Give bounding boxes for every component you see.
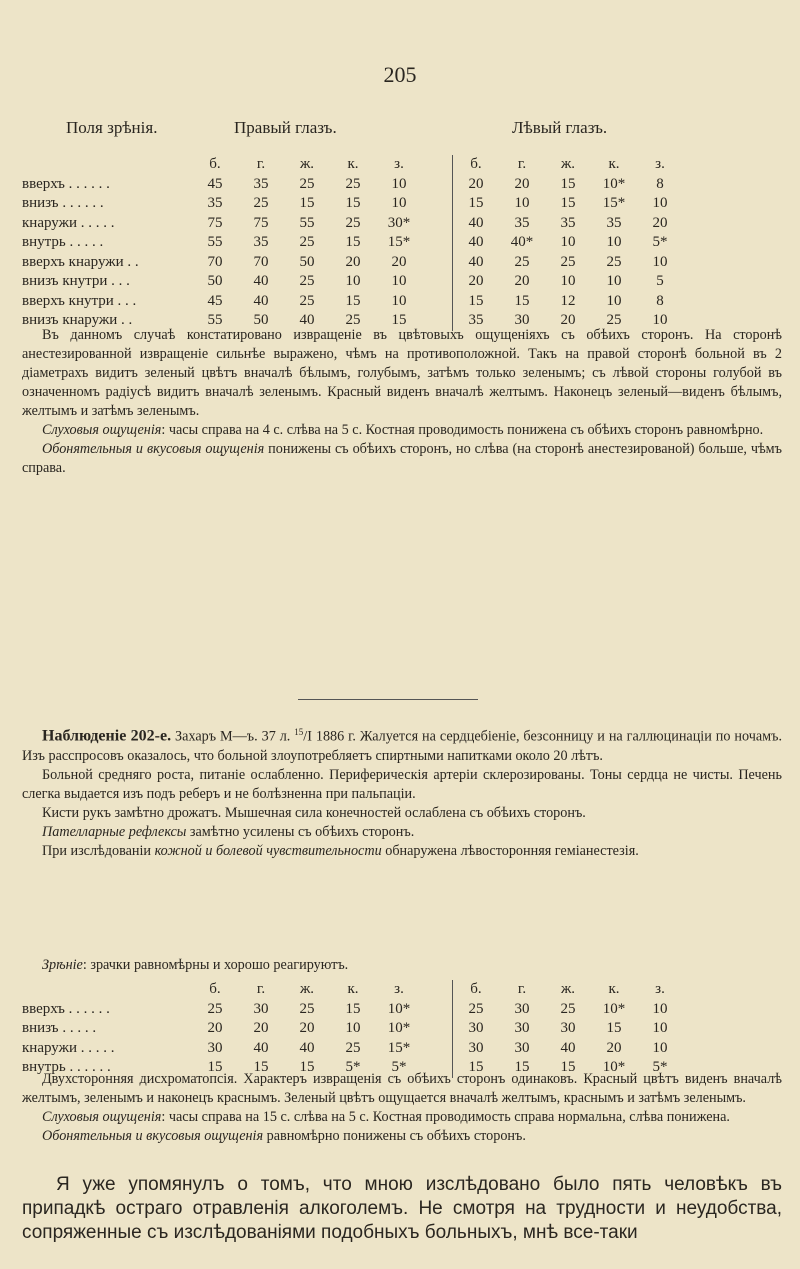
cell-left-eye: 30 bbox=[453, 1039, 500, 1059]
reflexes-label: Пателларные рефлексы bbox=[42, 823, 187, 840]
cell-right-eye: 35 bbox=[253, 175, 269, 192]
cell-left-eye: 40 bbox=[560, 1039, 576, 1056]
reflexes-text: замѣтно усилены съ обѣихъ сторонъ. bbox=[186, 823, 415, 840]
hearing-label-2: Слуховыя ощущенія bbox=[42, 1109, 162, 1125]
cell-right-eye: 45 bbox=[207, 175, 223, 192]
cell-left-eye: 10 bbox=[606, 234, 622, 250]
cell-left-eye: 8 bbox=[656, 175, 664, 192]
table-row bbox=[22, 1019, 683, 1039]
closing-paragraph bbox=[22, 1173, 782, 1245]
vision-text: : зрачки равномѣрны и хорошо реагируютъ. bbox=[82, 957, 349, 973]
table-row bbox=[22, 214, 683, 234]
row-label: внизъ кнаружи . . bbox=[22, 312, 133, 328]
cell-right-eye: 30 bbox=[207, 1039, 223, 1056]
cell-left-eye: 10 bbox=[652, 312, 668, 328]
cell-left-eye: 20 bbox=[453, 175, 500, 195]
table-row bbox=[22, 253, 683, 273]
column-header-right: з. bbox=[394, 981, 404, 997]
cell-left-eye: 10 bbox=[606, 273, 622, 289]
cell-right-eye: 10* bbox=[387, 1000, 411, 1017]
page-number: 205 bbox=[383, 62, 417, 87]
row-label: вверхъ . . . . . . bbox=[22, 175, 110, 192]
column-header-right: к. bbox=[347, 156, 359, 172]
cell-left-eye: 35 bbox=[453, 311, 500, 331]
cell-left-eye: 20 bbox=[560, 312, 576, 328]
table-row bbox=[22, 233, 683, 253]
cell-right-eye: 15 bbox=[253, 1059, 269, 1075]
cell-right-eye: 15 bbox=[345, 1000, 361, 1017]
sensitivity-lead: При изслѣдованіи bbox=[42, 842, 155, 859]
vision-line bbox=[22, 956, 782, 975]
cell-right-eye: 50 bbox=[299, 253, 315, 270]
cell-left-eye: 30 bbox=[514, 1000, 530, 1017]
cell-left-eye: 5* bbox=[652, 234, 668, 250]
table-row bbox=[22, 175, 683, 195]
cell-left-eye: 15 bbox=[514, 292, 530, 309]
cell-right-eye: 10 bbox=[391, 195, 407, 211]
cell-left-eye: 25 bbox=[606, 312, 622, 328]
cell-right-eye: 25 bbox=[299, 292, 315, 309]
smell-paragraph-2 bbox=[22, 1127, 782, 1146]
cell-left-eye: 5 bbox=[656, 273, 664, 289]
hearing-text-2: : часы справа на 15 с. слѣва на 5 с. Костная проводимость справа нормальна, слѣва понижена. bbox=[161, 1109, 730, 1125]
dyschromatopsia-text: Двухсторонняя дисхроматопсія. Характеръ извращенія съ обѣихъ сторонъ одинаковъ. Красный цвѣтъ виденъ вначалѣ желтымъ, зеленымъ и наконецъ краснымъ. Зеленый цвѣтъ ощущается вначалѣ желтымъ, краснымъ и затѣмъ зеленымъ. bbox=[22, 1071, 782, 1106]
cell-left-eye: 12 bbox=[560, 292, 576, 309]
cell-left-eye: 25 bbox=[514, 253, 530, 270]
cell-left-eye: 15 bbox=[453, 292, 500, 312]
cell-right-eye: 25 bbox=[345, 1039, 361, 1056]
vision-label: Зрѣніе bbox=[42, 957, 83, 973]
column-header-right: г. bbox=[256, 981, 266, 997]
cell-right-eye: 35 bbox=[253, 234, 269, 250]
cell-right-eye: 5* bbox=[391, 1059, 407, 1075]
observation-exam: Больной средняго роста, питаніе ослабленно. Периферическія артеріи склерозированы. Тоны сердца не чисты. Печень слегка выдается изъ подъ реберъ и не болѣзненна при пальпаціи. bbox=[22, 766, 782, 802]
visual-field-table-1 bbox=[22, 155, 683, 331]
table-row bbox=[22, 194, 683, 214]
cell-left-eye: 25 bbox=[560, 253, 576, 270]
cell-right-eye: 25 bbox=[253, 195, 269, 211]
cell-right-eye: 20 bbox=[345, 253, 361, 270]
cell-left-eye: 15 bbox=[453, 1058, 500, 1078]
cell-left-eye: 10 bbox=[652, 1039, 668, 1056]
cell-left-eye: 35 bbox=[514, 214, 530, 231]
cell-right-eye: 50 bbox=[207, 273, 223, 289]
cell-left-eye: 20 bbox=[652, 214, 668, 231]
cell-left-eye: 15 bbox=[560, 195, 576, 211]
cell-right-eye: 55 bbox=[207, 234, 223, 250]
cell-left-eye: 40* bbox=[510, 234, 534, 250]
cell-left-eye: 40 bbox=[453, 233, 500, 253]
cell-right-eye: 25 bbox=[299, 273, 315, 289]
column-header-right: б. bbox=[209, 156, 221, 172]
cell-right-eye: 45 bbox=[207, 292, 223, 309]
cell-left-eye: 10 bbox=[560, 273, 576, 289]
cell-left-eye: 15 bbox=[453, 194, 500, 214]
paragraph-block-2 bbox=[22, 1070, 782, 1146]
cell-right-eye: 25 bbox=[345, 214, 361, 231]
cell-right-eye: 15 bbox=[391, 312, 407, 328]
section-divider bbox=[298, 699, 478, 700]
row-label: внутрь . . . . . bbox=[22, 234, 104, 250]
cell-right-eye: 10 bbox=[391, 273, 407, 289]
cell-right-eye: 25 bbox=[299, 234, 315, 250]
column-header-left: г. bbox=[517, 156, 527, 172]
cell-left-eye: 30 bbox=[560, 1020, 576, 1036]
hearing-paragraph bbox=[22, 421, 782, 440]
cell-left-eye: 15 bbox=[606, 1020, 622, 1036]
visual-field-table-2 bbox=[22, 980, 683, 1078]
cell-left-eye: 20 bbox=[606, 1039, 622, 1056]
column-header-left: ж. bbox=[560, 156, 576, 172]
cell-right-eye: 15 bbox=[299, 195, 315, 211]
column-header-left: г. bbox=[517, 981, 527, 997]
cell-left-eye: 30 bbox=[514, 1039, 530, 1056]
cell-right-eye: 40 bbox=[253, 1039, 269, 1056]
sensitivity-label: кожной и болевой чувствительности bbox=[154, 842, 382, 859]
cell-right-eye: 10 bbox=[345, 1020, 361, 1036]
hearing-label: Слуховыя ощущенія bbox=[42, 422, 162, 438]
smell-label-2: Обонятельныя и вкусовыя ощущенія bbox=[42, 1128, 264, 1144]
cell-left-eye: 20 bbox=[514, 273, 530, 289]
observation-intro bbox=[22, 723, 782, 766]
cell-left-eye: 10* bbox=[602, 1059, 626, 1075]
observation-patient: Захаръ М—ъ. 37 л. bbox=[171, 728, 295, 745]
observation-title: Наблюденіе 202-е. bbox=[42, 727, 172, 745]
row-label: кнаружи . . . . . bbox=[22, 1039, 115, 1056]
observation-reflexes bbox=[22, 823, 782, 842]
cell-left-eye: 10 bbox=[652, 253, 668, 270]
smell-label: Обонятельныя и вкусовыя ощущенія bbox=[42, 441, 265, 457]
cell-left-eye: 15 bbox=[560, 1059, 576, 1075]
cell-right-eye: 15 bbox=[299, 1059, 315, 1075]
cell-left-eye: 25 bbox=[453, 1000, 500, 1020]
cell-right-eye: 10 bbox=[391, 292, 407, 309]
header-right-eye: Правый глазъ. bbox=[234, 118, 337, 137]
cell-right-eye: 20 bbox=[253, 1020, 269, 1036]
smell-text-2: равномѣрно понижены съ обѣихъ сторонъ. bbox=[263, 1128, 526, 1144]
cell-left-eye: 30 bbox=[514, 1020, 530, 1036]
sensitivity-text: обнаружена лѣвосторонняя геміанестезія. bbox=[381, 842, 639, 859]
cell-left-eye: 35 bbox=[560, 214, 576, 231]
cell-right-eye: 25 bbox=[299, 175, 315, 192]
cell-left-eye: 5* bbox=[652, 1059, 668, 1075]
smell-text: понижены съ обѣихъ сторонъ, но слѣва (на сторонѣ анестезированой) больше, чѣмъ справа. bbox=[22, 441, 782, 476]
header-left-eye: Лѣвый глазъ. bbox=[512, 118, 608, 137]
cell-left-eye: 10* bbox=[602, 1000, 626, 1017]
column-header-right: ж. bbox=[299, 156, 315, 172]
row-label: внизъ кнутри . . . bbox=[22, 273, 130, 289]
cell-left-eye: 15 bbox=[514, 1059, 530, 1075]
color-perception-text: Въ данномъ случаѣ констатировано извращеніе въ цвѣтовыхъ ощущеніяхъ съ обѣихъ сторонъ. На сторонѣ анестезированной извращеніе сильнѣе выражено, чѣмъ на противоположной. Такъ на правой сторонѣ больной въ 2 діаметрахъ видитъ зеленый цвѣтъ вначалѣ бѣлымъ, голубымъ, затѣмъ только зеленымъ; съ лѣвой стороны голубой въ означенномъ радіусѣ видитъ вначалѣ зеленымъ. Красный виденъ вначалѣ желтымъ. Наконецъ зеленый—виденъ бѣлымъ, желтымъ и затѣмъ зеленымъ. bbox=[22, 327, 782, 419]
cell-right-eye: 25 bbox=[345, 175, 361, 192]
hearing-paragraph-2 bbox=[22, 1108, 782, 1127]
table-row bbox=[22, 272, 683, 292]
cell-right-eye: 40 bbox=[299, 312, 315, 328]
table-header-row bbox=[22, 980, 683, 1000]
observation-202 bbox=[22, 723, 782, 861]
cell-left-eye: 10 bbox=[606, 292, 622, 309]
cell-right-eye: 70 bbox=[253, 253, 269, 270]
cell-left-eye: 15* bbox=[602, 195, 626, 211]
cell-right-eye: 15 bbox=[345, 195, 361, 211]
observation-date-day: 15 bbox=[294, 727, 304, 737]
row-label: кнаружи . . . . . bbox=[22, 214, 115, 231]
row-label: внутрь . . . . . . bbox=[22, 1059, 111, 1075]
cell-left-eye: 20 bbox=[514, 175, 530, 192]
cell-right-eye: 55 bbox=[299, 214, 315, 231]
cell-right-eye: 15 bbox=[345, 292, 361, 309]
cell-left-eye: 15 bbox=[560, 175, 576, 192]
cell-left-eye: 10* bbox=[602, 175, 626, 192]
cell-left-eye: 35 bbox=[606, 214, 622, 231]
cell-right-eye: 10* bbox=[387, 1020, 411, 1036]
observation-hands: Кисти рукъ замѣтно дрожатъ. Мышечная сила конечностей ослаблена съ обѣихъ сторонъ. bbox=[42, 804, 586, 821]
cell-left-eye: 25 bbox=[560, 1000, 576, 1017]
cell-left-eye: 10 bbox=[652, 1020, 668, 1036]
column-header-right: ж. bbox=[299, 981, 315, 997]
cell-left-eye: 10 bbox=[514, 195, 530, 211]
cell-right-eye: 40 bbox=[253, 273, 269, 289]
table-row bbox=[22, 1000, 683, 1020]
cell-left-eye: 8 bbox=[656, 292, 664, 309]
column-header-left: б. bbox=[453, 980, 500, 1000]
smell-paragraph bbox=[22, 440, 782, 478]
cell-right-eye: 10 bbox=[391, 175, 407, 192]
cell-right-eye: 10 bbox=[345, 273, 361, 289]
row-label: вверхъ . . . . . . bbox=[22, 1000, 110, 1017]
cell-right-eye: 15 bbox=[345, 234, 361, 250]
column-header-left: з. bbox=[655, 981, 665, 997]
row-label: внизъ . . . . . bbox=[22, 1020, 97, 1036]
cell-left-eye: 30 bbox=[514, 312, 530, 328]
cell-left-eye: 10 bbox=[652, 195, 668, 211]
cell-right-eye: 25 bbox=[299, 1000, 315, 1017]
hearing-text: : часы справа на 4 с. слѣва на 5 с. Костная проводимость понижена съ обѣихъ сторонъ равномѣрно. bbox=[161, 422, 764, 438]
column-header-left: б. bbox=[453, 155, 500, 175]
cell-right-eye: 30 bbox=[253, 1000, 269, 1017]
cell-left-eye: 20 bbox=[453, 272, 500, 292]
header-fields: Поля зрѣнія. bbox=[66, 118, 158, 137]
cell-right-eye: 15 bbox=[207, 1059, 223, 1075]
column-header-left: к. bbox=[608, 981, 620, 997]
observation-history: /I 1886 г. Жалуется на сердцебіеніе, безсонницу и на галлюцинаціи по ночамъ. Изъ расспросовъ оказалось, что больной злоупотребляетъ спиртными напитками около 20 лѣтъ. bbox=[22, 728, 782, 764]
cell-left-eye: 30 bbox=[453, 1019, 500, 1039]
cell-right-eye: 50 bbox=[253, 312, 269, 328]
cell-right-eye: 35 bbox=[207, 195, 223, 211]
row-label: внизъ . . . . . . bbox=[22, 195, 104, 211]
closing-text: Я уже упомянулъ о томъ, что мною изслѣдовано было пять человѣкъ въ припадкѣ остраго отравленія алкоголемъ. Не смотря на трудности и неудобства, сопряженные съ изслѣдованіями подобныхъ больныхъ, мнѣ все-таки bbox=[22, 1174, 782, 1243]
row-label: вверхъ кнаружи . . bbox=[22, 253, 139, 270]
vision-paragraph bbox=[22, 956, 782, 975]
column-header-right: з. bbox=[394, 156, 404, 172]
row-label: вверхъ кнутри . . . bbox=[22, 292, 137, 309]
column-header-right: г. bbox=[256, 156, 266, 172]
column-header-right: б. bbox=[209, 981, 221, 997]
cell-left-eye: 40 bbox=[453, 253, 500, 273]
cell-right-eye: 25 bbox=[345, 312, 361, 328]
column-header-left: к. bbox=[608, 156, 620, 172]
cell-right-eye: 55 bbox=[207, 312, 223, 328]
observation-sensitivity bbox=[22, 842, 782, 861]
column-header-left: з. bbox=[655, 156, 665, 172]
table-row bbox=[22, 292, 683, 312]
table-row bbox=[22, 1039, 683, 1059]
cell-right-eye: 15* bbox=[387, 1039, 411, 1056]
cell-right-eye: 70 bbox=[207, 253, 223, 270]
cell-right-eye: 30* bbox=[387, 214, 411, 231]
cell-right-eye: 75 bbox=[253, 214, 269, 231]
paragraph-block-1 bbox=[22, 326, 782, 478]
cell-right-eye: 40 bbox=[299, 1039, 315, 1056]
cell-right-eye: 25 bbox=[207, 1000, 223, 1017]
column-header-right: к. bbox=[347, 981, 359, 997]
table-header-row bbox=[22, 155, 683, 175]
cell-left-eye: 40 bbox=[453, 214, 500, 234]
column-header-left: ж. bbox=[560, 981, 576, 997]
cell-right-eye: 20 bbox=[299, 1020, 315, 1036]
cell-right-eye: 75 bbox=[207, 214, 223, 231]
cell-right-eye: 20 bbox=[207, 1020, 223, 1036]
cell-right-eye: 5* bbox=[345, 1059, 361, 1075]
cell-right-eye: 15* bbox=[387, 234, 411, 250]
cell-right-eye: 40 bbox=[253, 292, 269, 309]
cell-left-eye: 10 bbox=[560, 234, 576, 250]
cell-left-eye: 10 bbox=[652, 1000, 668, 1017]
cell-left-eye: 25 bbox=[606, 253, 622, 270]
cell-right-eye: 20 bbox=[391, 253, 407, 270]
